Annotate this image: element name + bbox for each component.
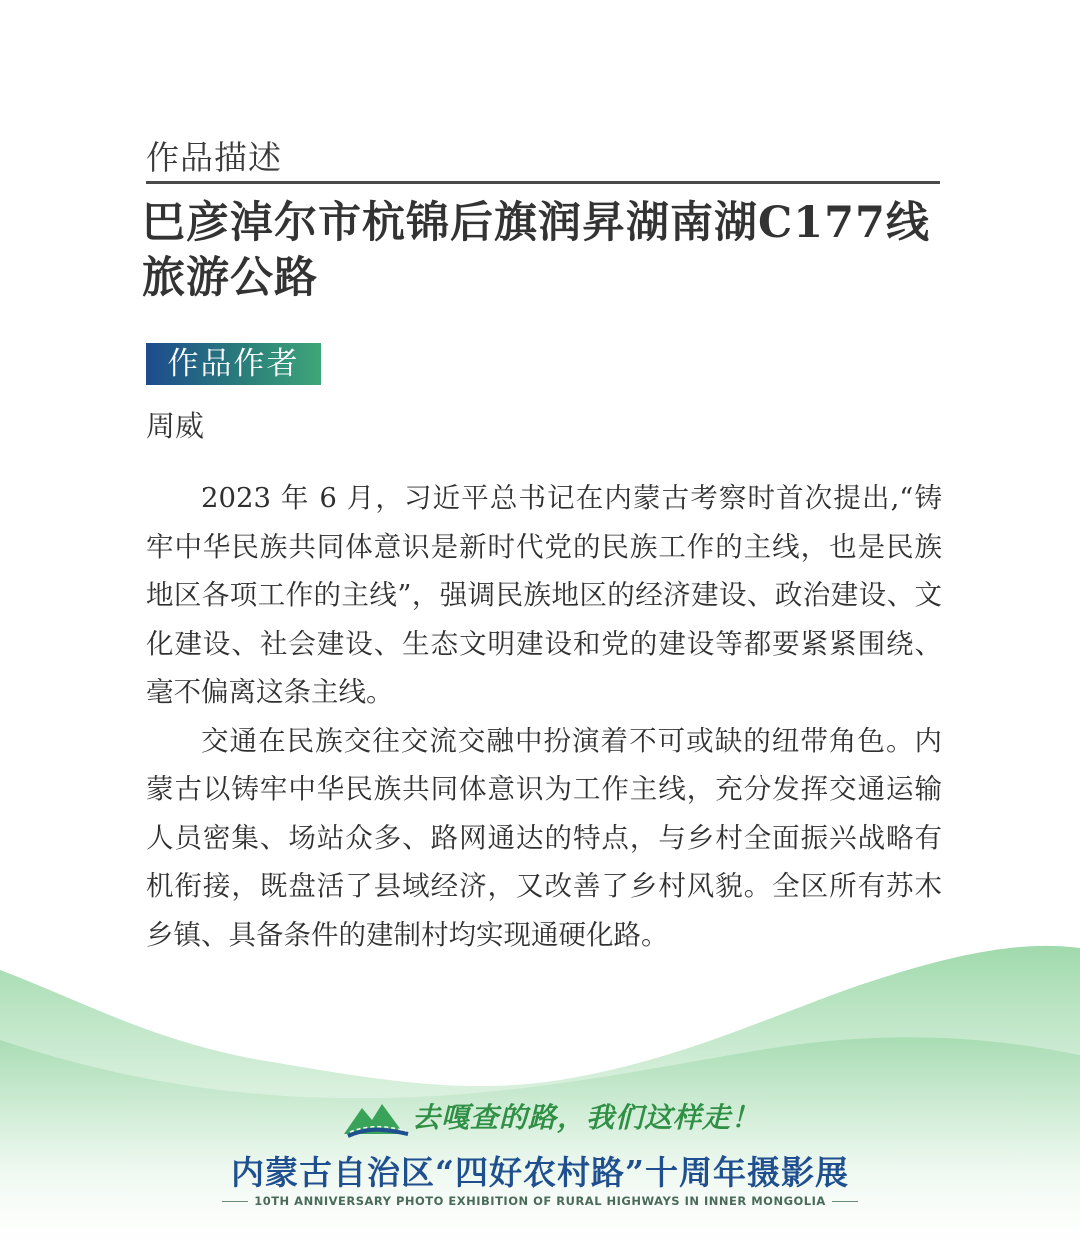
description-paragraph-2: 交通在民族交往交流交融中扮演着不可或缺的纽带角色。内蒙古以铸牢中华民族共同体意识为工作主线，充分发挥交通运输人员密集、场站众多、路网通达的特点，与乡村全面振兴战略有机衔接，既盘活了县域经济，又改善了乡村风貌。全区所有苏木乡镇、具备条件的建制村均实现通硬化路。 [146,724,942,951]
section-label: 作品描述 [146,138,282,177]
subtitle-right-line [832,1201,858,1202]
exhibition-subtitle: 10TH ANNIVERSARY PHOTO EXHIBITION OF RURAL HIGHWAYS IN INNER MONGOLIA [254,1194,826,1208]
work-title [142,196,972,306]
work-title-line-2: 旅游公路 [142,253,318,303]
work-title-line-1: 巴彦淖尔市杭锦后旗润昇湖南湖C177线 [142,198,930,248]
exhibition-subtitle-row [0,1194,1080,1208]
green-hills-background [0,930,1080,1260]
subtitle-left-line [222,1201,248,1202]
footer-slogan: 去嘎查的路，我们这样走！ [412,1101,761,1134]
author-name: 周威 [146,409,205,443]
description-text [146,474,942,959]
exhibition-title: 内蒙古自治区“四好农村路”十周年摄影展 [231,1153,849,1192]
mountain-road-icon [342,1098,412,1140]
description-paragraph-1: 2023 年 6 月，习近平总书记在内蒙古考察时首次提出,“铸牢中华民族共同体意识是新时代党的民族工作的主线，也是民族地区各项工作的主线”，强调民族地区的经济建设、政治建设、文化建设、社会建设、生态文明建设和党的建设等都要紧紧围绕、毫不偏离这条主线。 [146,482,942,708]
author-tag: 作品作者 [146,343,321,385]
divider [146,181,940,184]
